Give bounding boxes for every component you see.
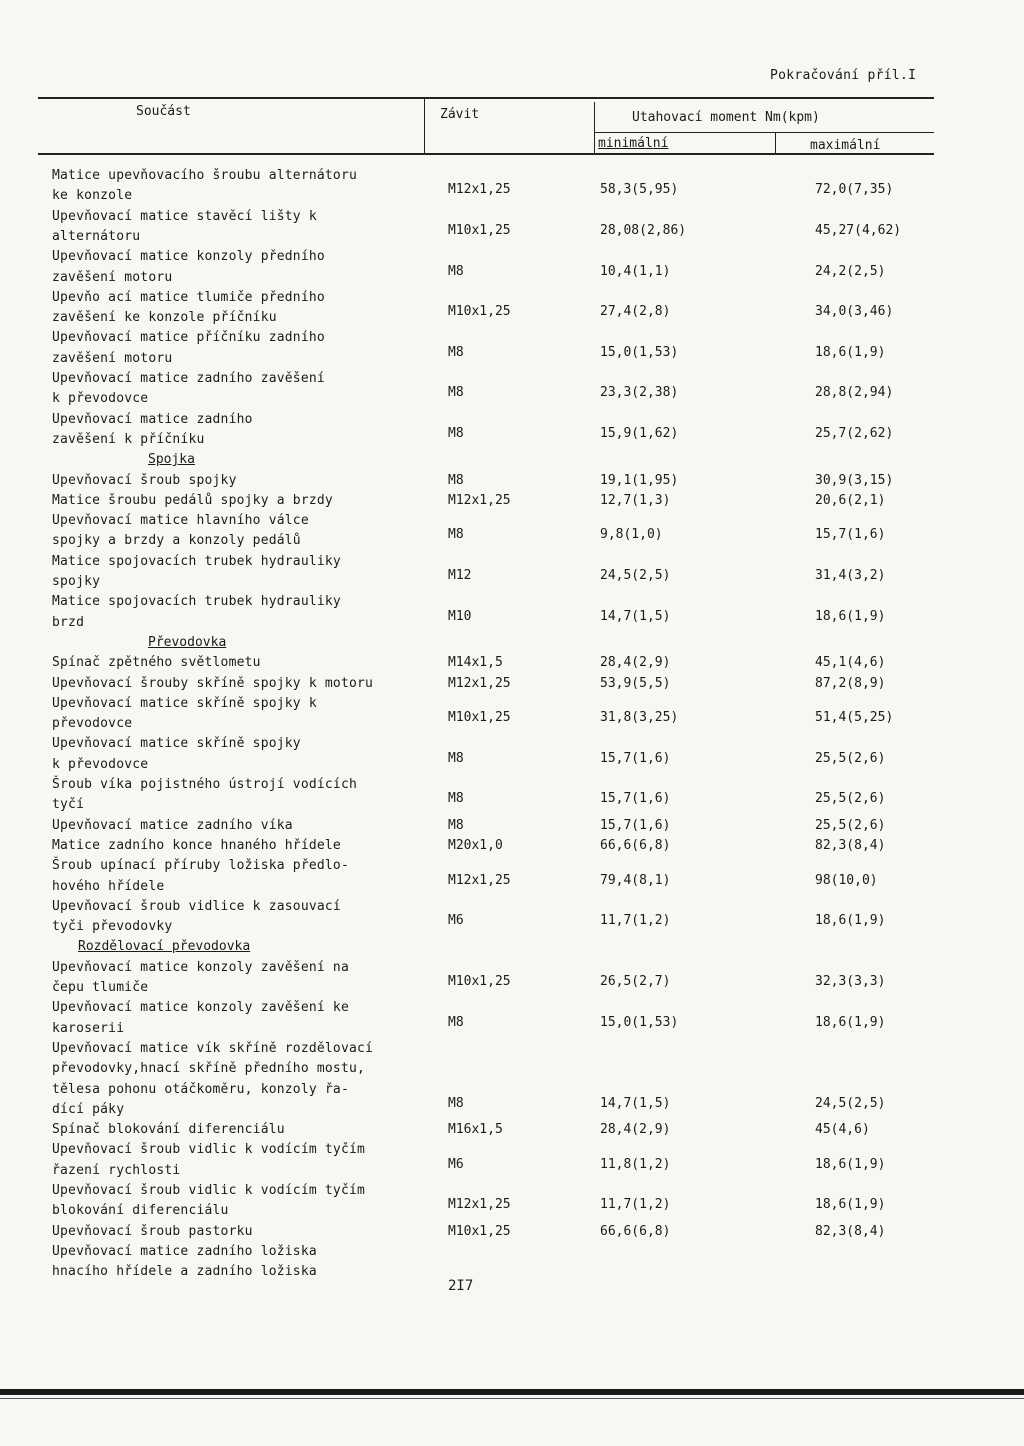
max-torque-value: 87,2(8,9) <box>815 675 886 691</box>
min-torque-value: 15,7(1,6) <box>600 791 671 807</box>
part-description-line: blokování diferenciálu <box>52 1203 229 1219</box>
part-description-line: alternátoru <box>52 228 141 244</box>
thread-value: M8 <box>448 344 464 360</box>
min-torque-value: 66,6(6,8) <box>600 837 671 853</box>
part-description-line: Upevňovací šroub spojky <box>52 472 237 488</box>
min-torque-value: 11,7(1,2) <box>600 1197 671 1213</box>
max-torque-value: 18,6(1,9) <box>815 913 886 929</box>
part-description-line: Upevňo ací matice tlumiče předního <box>52 289 325 305</box>
min-torque-value: 53,9(5,5) <box>600 675 671 691</box>
part-description-line: Šroub víka pojistného ústrojí vodících <box>52 777 358 792</box>
min-torque-value: 28,4(2,9) <box>600 655 671 671</box>
min-torque-value: 58,3(5,95) <box>600 182 679 198</box>
max-torque-value: 25,5(2,6) <box>815 817 886 833</box>
header-top-rule <box>38 97 934 99</box>
thread-value: M8 <box>448 817 464 833</box>
part-description-line: Upevňovací šroub vidlice k zasouvací <box>52 898 341 914</box>
part-description-line: Matice spojovacích trubek hydrauliky <box>52 553 341 569</box>
max-torque-value: 18,6(1,9) <box>815 1156 886 1172</box>
part-description-line: brzd <box>52 614 85 630</box>
min-torque-value: 27,4(2,8) <box>600 304 671 320</box>
min-torque-value: 9,8(1,0) <box>600 527 663 543</box>
part-description-line: zavěšení ke konzole příčníku <box>52 310 277 326</box>
max-torque-value: 25,5(2,6) <box>815 791 886 807</box>
max-torque-value: 18,6(1,9) <box>815 344 886 360</box>
min-torque-value: 19,1(1,95) <box>600 472 679 488</box>
scan-edge-line <box>0 1398 1024 1399</box>
min-torque-value: 15,7(1,6) <box>600 750 671 766</box>
header-bottom-rule <box>38 153 934 155</box>
section-heading: Převodovka <box>148 634 227 650</box>
part-description-line: Matice upevňovacího šroubu alternátoru <box>52 168 358 183</box>
part-description-line: Upevňovací matice skříně spojky <box>52 736 301 752</box>
min-torque-value: 23,3(2,38) <box>600 385 679 401</box>
part-description-line: Upevňovací matice zadního ložiska <box>52 1243 317 1259</box>
continuation-note: Pokračování příl.I <box>770 68 917 83</box>
part-description-line: Matice zadního konce hnaného hřídele <box>52 837 341 853</box>
part-description-line: zavěšení motoru <box>52 350 173 366</box>
thread-value: M8 <box>448 527 464 543</box>
part-description-line: Upevňovací matice konzoly předního <box>52 249 325 265</box>
part-description-line: Upevňovací matice příčníku zadního <box>52 330 325 346</box>
part-description-line: Upevňovací matice stavěcí lišty k <box>52 208 317 224</box>
max-torque-value: 18,6(1,9) <box>815 608 886 624</box>
thread-value: M10 <box>448 608 472 624</box>
part-description-line: spojky a brzdy a konzoly pedálů <box>52 533 301 549</box>
thread-value: M10x1,25 <box>448 222 511 238</box>
part-description-line: k převodovce <box>52 391 149 407</box>
max-torque-value: 18,6(1,9) <box>815 1014 886 1030</box>
thread-value: M10x1,25 <box>448 974 511 989</box>
section-heading: Spojka <box>148 452 195 468</box>
max-torque-value: 25,7(2,62) <box>815 425 894 441</box>
part-description-line: tyči převodovky <box>52 919 173 935</box>
max-torque-value: 20,6(2,1) <box>815 492 886 508</box>
max-torque-value: 45,1(4,6) <box>815 655 886 671</box>
col-divider-torque <box>594 102 595 153</box>
thread-value: M16x1,5 <box>448 1122 503 1138</box>
part-description-line: dící páky <box>52 1101 125 1117</box>
part-description-line: Upevňovací matice hlavního válce <box>52 513 309 529</box>
thread-value: M8 <box>448 472 464 488</box>
part-description-line: ke konzole <box>52 188 133 204</box>
min-torque-value: 11,8(1,2) <box>600 1156 671 1172</box>
part-description-line: Upevňovací šrouby skříně spojky k motoru <box>52 675 374 691</box>
thread-value: M6 <box>448 913 464 929</box>
max-torque-value: 82,3(8,4) <box>815 837 886 853</box>
part-description-line: Upevňovací matice skříně spojky k <box>52 695 317 711</box>
part-description-line: k převodovce <box>52 756 149 772</box>
col-divider-thread <box>424 98 425 153</box>
min-torque-value: 14,7(1,5) <box>600 1095 671 1111</box>
max-torque-value: 45(4,6) <box>815 1122 870 1138</box>
min-torque-value: 28,08(2,86) <box>600 222 687 238</box>
thread-value: M12x1,25 <box>448 1197 511 1213</box>
part-description-line: hového hřídele <box>52 878 165 894</box>
max-torque-value: 34,0(3,46) <box>815 304 894 320</box>
part-description-line: Spínač blokování diferenciálu <box>52 1122 285 1138</box>
thread-value: M8 <box>448 263 464 279</box>
max-torque-value: 98(10,0) <box>815 872 878 888</box>
min-torque-value: 14,7(1,5) <box>600 608 671 624</box>
max-torque-value: 24,5(2,5) <box>815 1095 886 1111</box>
part-description-line: převodovky,hnací skříně předního mostu, <box>52 1061 366 1077</box>
header-thread: Závit <box>440 107 480 122</box>
scan-edge-bar <box>0 1389 1024 1395</box>
thread-value: M8 <box>448 750 464 766</box>
thread-value: M12x1,25 <box>448 675 511 691</box>
thread-value: M14x1,5 <box>448 655 503 671</box>
part-description-line: karoserii <box>52 1020 125 1036</box>
max-torque-value: 72,0(7,35) <box>815 182 894 198</box>
section-heading: Rozdělovací převodovka <box>78 939 251 955</box>
thread-value: M6 <box>448 1156 464 1172</box>
part-description-line: zavěšení k příčníku <box>52 431 205 447</box>
part-description-line: řazení rychlosti <box>52 1162 181 1178</box>
min-torque-value: 79,4(8,1) <box>600 872 671 888</box>
subheader-rule <box>594 132 934 133</box>
header-part: Součást <box>136 104 191 119</box>
part-description-line: Upevňovací šroub vidlic k vodícím tyčím <box>52 1183 366 1198</box>
thread-value: M12x1,25 <box>448 182 511 198</box>
part-description-line: Upevňovací matice vík skříně rozdělovací <box>52 1040 374 1056</box>
max-torque-value: 45,27(4,62) <box>815 222 902 238</box>
min-torque-value: 28,4(2,9) <box>600 1122 671 1138</box>
part-description-line: tělesa pohonu otáčkoměru, konzoly řa- <box>52 1081 349 1097</box>
part-description-line: Upevňovací šroub pastorku <box>52 1223 253 1239</box>
max-torque-value: 18,6(1,9) <box>815 1197 886 1213</box>
min-torque-value: 15,0(1,53) <box>600 1014 679 1030</box>
thread-value: M8 <box>448 1014 464 1030</box>
part-description-line: Šroub upínací příruby ložiska předlo- <box>52 858 349 874</box>
min-torque-value: 24,5(2,5) <box>600 568 671 583</box>
part-description-line: čepu tlumiče <box>52 980 149 995</box>
part-description-line: Spínač zpětného světlometu <box>52 655 261 671</box>
max-torque-value: 30,9(3,15) <box>815 472 894 488</box>
thread-value: M12x1,25 <box>448 492 511 508</box>
part-description-line: převodovce <box>52 716 133 732</box>
max-torque-value: 82,3(8,4) <box>815 1223 886 1239</box>
part-description-line: Upevňovací matice konzoly zavěšení ke <box>52 1000 349 1016</box>
thread-value: M10x1,25 <box>448 710 511 726</box>
page-number: 2I7 <box>448 1278 474 1294</box>
max-torque-value: 25,5(2,6) <box>815 750 886 766</box>
min-torque-value: 12,7(1,3) <box>600 492 671 508</box>
max-torque-value: 32,3(3,3) <box>815 974 886 989</box>
min-torque-value: 26,5(2,7) <box>600 974 671 989</box>
max-torque-value: 31,4(3,2) <box>815 568 886 583</box>
part-description-line: tyčí <box>52 797 85 813</box>
header-torque: Utahovací moment Nm(kpm) <box>632 110 820 125</box>
thread-value: M8 <box>448 425 464 441</box>
part-description-line: Upevňovací matice zadního zavěšení <box>52 371 325 386</box>
col-divider-minmax <box>775 133 776 153</box>
part-description-line: Upevňovací matice konzoly zavěšení na <box>52 959 349 975</box>
min-torque-value: 66,6(6,8) <box>600 1223 671 1239</box>
thread-value: M20x1,0 <box>448 837 503 853</box>
min-torque-value: 10,4(1,1) <box>600 263 671 279</box>
part-description-line: hnacího hřídele a zadního ložiska <box>52 1264 317 1280</box>
part-description-line: Upevňovací matice zadního víka <box>52 817 293 833</box>
thread-value: M8 <box>448 791 464 807</box>
part-description-line: Matice spojovacích trubek hydrauliky <box>52 594 341 610</box>
part-description-line: Upevňovací šroub vidlic k vodícím tyčím <box>52 1142 366 1158</box>
thread-value: M10x1,25 <box>448 1223 511 1239</box>
min-torque-value: 11,7(1,2) <box>600 913 671 929</box>
max-torque-value: 24,2(2,5) <box>815 263 886 279</box>
thread-value: M10x1,25 <box>448 304 511 320</box>
max-torque-value: 28,8(2,94) <box>815 385 894 401</box>
part-description-line: Matice šroubu pedálů spojky a brzdy <box>52 492 333 508</box>
thread-value: M12 <box>448 568 472 583</box>
max-torque-value: 51,4(5,25) <box>815 710 894 726</box>
header-min: minimální <box>598 136 669 151</box>
min-torque-value: 15,0(1,53) <box>600 344 679 360</box>
min-torque-value: 31,8(3,25) <box>600 710 679 726</box>
part-description-line: spojky <box>52 574 101 589</box>
min-torque-value: 15,7(1,6) <box>600 817 671 833</box>
part-description-line: zavěšení motoru <box>52 269 173 285</box>
part-description-line: Upevňovací matice zadního <box>52 411 253 427</box>
min-torque-value: 15,9(1,62) <box>600 425 679 441</box>
thread-value: M8 <box>448 1095 464 1111</box>
max-torque-value: 15,7(1,6) <box>815 527 886 543</box>
header-max: maximální <box>810 138 881 153</box>
thread-value: M12x1,25 <box>448 872 511 888</box>
thread-value: M8 <box>448 385 464 401</box>
